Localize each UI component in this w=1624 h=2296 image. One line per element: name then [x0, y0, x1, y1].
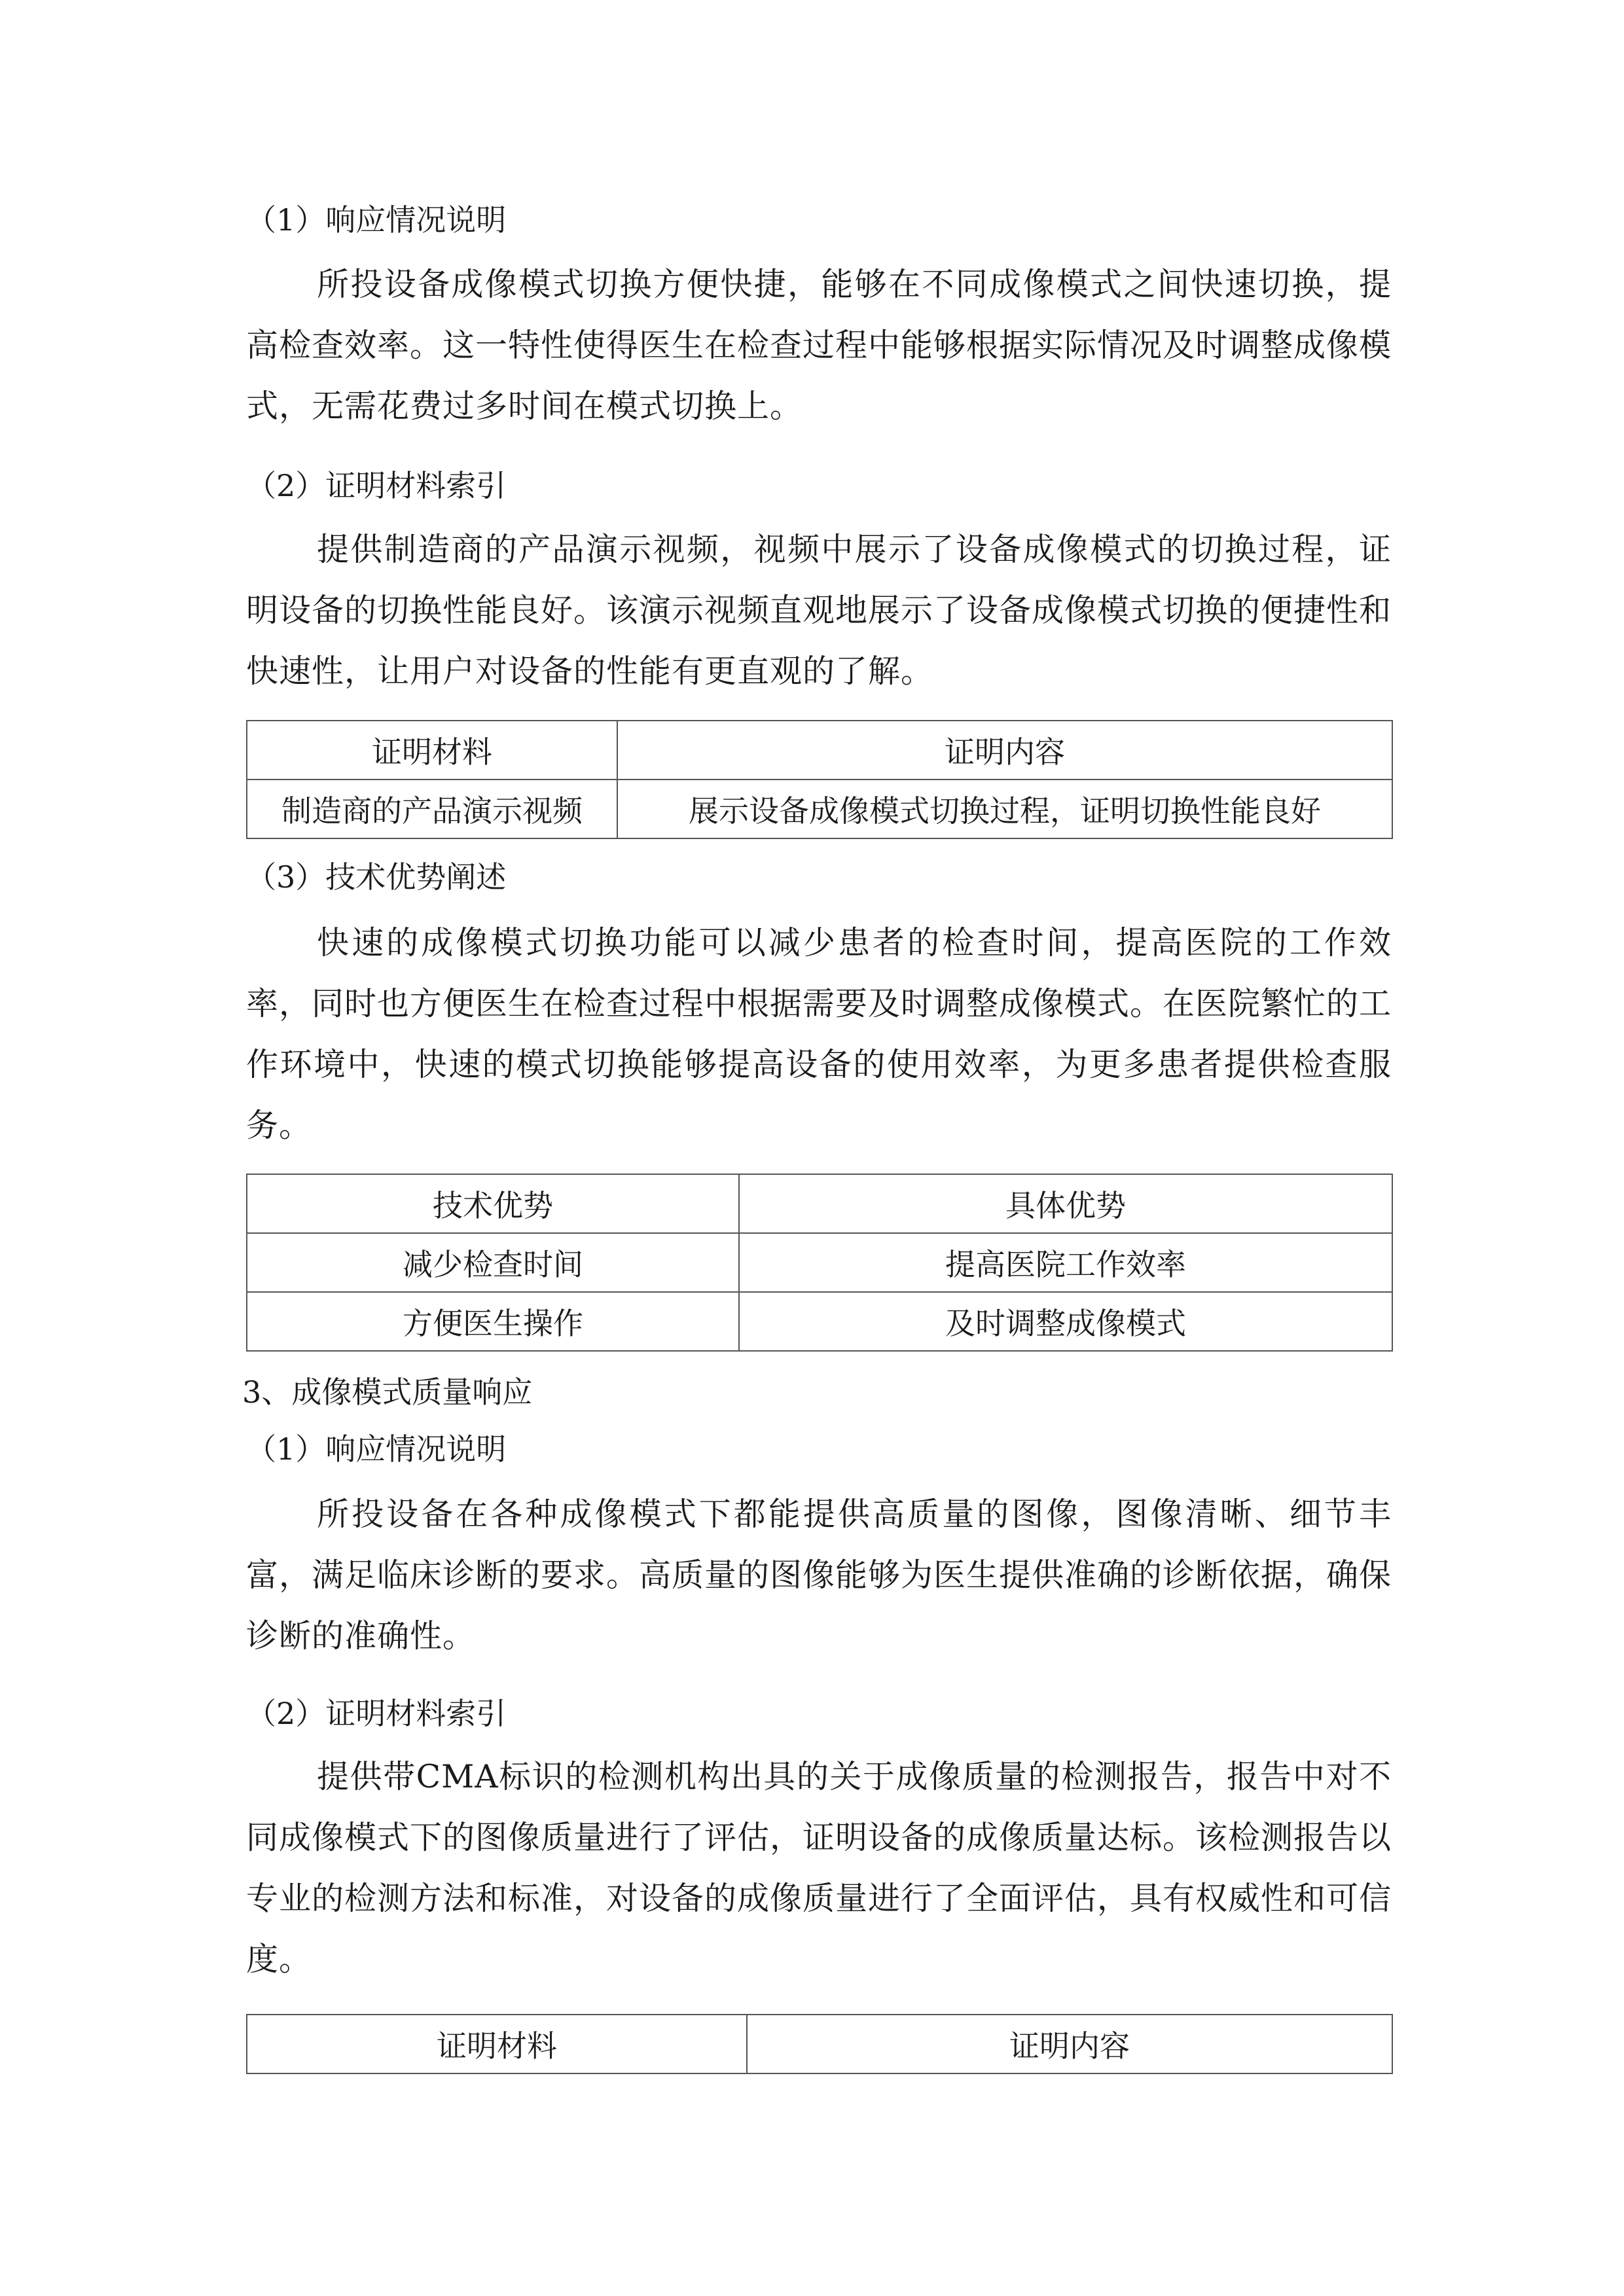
- table-cell: 方便医生操作: [247, 1292, 739, 1351]
- section-heading-advantages: （3）技术优势阐述: [246, 859, 507, 895]
- section-heading-quality-response: （1）响应情况说明: [246, 1431, 507, 1467]
- table-header-cell: 证明内容: [747, 2015, 1392, 2073]
- table-cell: 及时调整成像模式: [739, 1292, 1392, 1351]
- section-heading-response: （1）响应情况说明: [246, 202, 507, 238]
- table-row: [247, 780, 1392, 838]
- evidence-table: [246, 720, 1393, 839]
- quality-evidence-table: [246, 2014, 1393, 2074]
- section-heading-quality-evidence: （2）证明材料索引: [246, 1696, 507, 1731]
- table-header-cell: 证明材料: [247, 721, 617, 780]
- table-header-row: [247, 2015, 1392, 2073]
- advantages-table: [246, 1174, 1393, 1352]
- paragraph-quality-evidence: 提供带CMA标识的检测机构出具的关于成像质量的检测报告，报告中对不同成像模式下的图像质量进行了评估，证明设备的成像质量达标。该检测报告以专业的检测方法和标准，对设备的成像质量进行了全面评估，具有权威性和可信度。: [246, 1758, 1392, 1978]
- chapter-heading-quality: 3、成像模式质量响应: [242, 1374, 533, 1410]
- table-header-cell: 技术优势: [247, 1174, 739, 1233]
- table-row: [247, 1292, 1392, 1351]
- table-cell: 展示设备成像模式切换过程，证明切换性能良好: [617, 780, 1392, 838]
- table-header-cell: 具体优势: [739, 1174, 1392, 1233]
- table-header-cell: 证明材料: [247, 2015, 747, 2073]
- table-cell: 减少检查时间: [247, 1233, 739, 1292]
- paragraph-evidence: 提供制造商的产品演示视频，视频中展示了设备成像模式的切换过程，证明设备的切换性能良好。该演示视频直观地展示了设备成像模式切换的便捷性和快速性，让用户对设备的性能有更直观的了解。: [246, 531, 1392, 690]
- paragraph-response: 所投设备成像模式切换方便快捷，能够在不同成像模式之间快速切换，提高检查效率。这一特性使得医生在检查过程中能够根据实际情况及时调整成像模式，无需花费过多时间在模式切换上。: [246, 266, 1392, 425]
- table-header-row: [247, 721, 1392, 780]
- table-cell: 制造商的产品演示视频: [247, 780, 617, 838]
- paragraph-advantages: 快速的成像模式切换功能可以减少患者的检查时间，提高医院的工作效率，同时也方便医生在检查过程中根据需要及时调整成像模式。在医院繁忙的工作环境中，快速的模式切换能够提高设备的使用效率，为更多患者提供检查服务。: [246, 924, 1392, 1144]
- section-heading-evidence: （2）证明材料索引: [246, 468, 507, 503]
- table-cell: 提高医院工作效率: [739, 1233, 1392, 1292]
- paragraph-quality-response: 所投设备在各种成像模式下都能提供高质量的图像，图像清晰、细节丰富，满足临床诊断的要求。高质量的图像能够为医生提供准确的诊断依据，确保诊断的准确性。: [246, 1496, 1392, 1655]
- table-row: [247, 1233, 1392, 1292]
- table-header-cell: 证明内容: [617, 721, 1392, 780]
- table-header-row: [247, 1174, 1392, 1233]
